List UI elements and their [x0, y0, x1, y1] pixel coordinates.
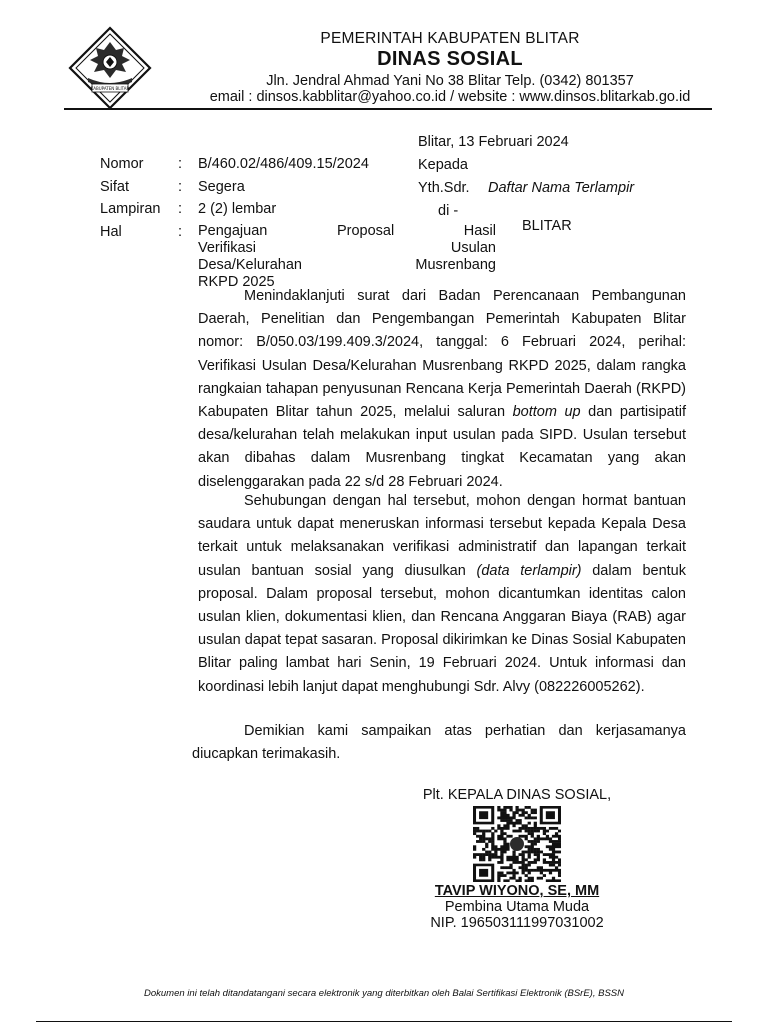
paragraph: [198, 490, 686, 699]
subject-line: Pengajuan Proposal Hasil: [198, 223, 496, 239]
letter-body: [198, 285, 686, 494]
letterhead: [160, 30, 740, 106]
meta-value: 2 (2) lembar: [198, 201, 277, 217]
qr-code: [473, 806, 561, 882]
meta-label: Hal: [100, 224, 122, 240]
regency-logo: [68, 26, 152, 110]
subject-line: RKPD 2025: [198, 274, 275, 290]
subject-line: Desa/Kelurahan Musrenbang: [198, 257, 496, 273]
meta-label: Nomor: [100, 156, 144, 172]
recipient-city: BLITAR: [522, 218, 572, 234]
recipient-yth: Yth.Sdr.: [418, 180, 470, 196]
qr-code-icon: [473, 806, 561, 882]
meta-colon: :: [178, 201, 183, 217]
letter-body-2: [198, 490, 686, 699]
paragraph: [198, 285, 686, 494]
meta-value: [198, 223, 496, 291]
e-signature-note: Dokumen ini telah ditandatangani secara elektronik yang diterbitkan oleh Balai Sertifikasi Elektronik (BSrE), BSSN: [144, 988, 624, 999]
recipient-di: di -: [438, 203, 459, 219]
regency-emblem-icon: [68, 26, 152, 110]
agency-address: Jln. Jendral Ahmad Yani No 38 Blitar Telp. (0342) 801357: [266, 72, 634, 89]
signature-title: Plt. KEPALA DINAS SOSIAL,: [422, 787, 612, 803]
text-run-italic: bottom up: [512, 404, 581, 421]
text-run: dan partisipatif desa/kelurahan telah melakukan input usulan pada SIPD. Usulan tersebut akan dibahas dalam Musrenbang tingkat Kecamatan yang akan diselenggarakan pada 22 s/d 28 Februari 2024.: [198, 404, 686, 490]
letterhead-divider: [64, 108, 712, 110]
government-name: PEMERINTAH KABUPATEN BLITAR: [320, 30, 580, 47]
signer-name: TAVIP WIYONO, SE, MM: [434, 883, 600, 899]
text-run: Sehubungan dengan hal tersebut, mohon dengan hormat bantuan saudara untuk dapat meneruskan informasi tersebut kepada Kepala Desa terkait untuk melaksanakan verifikasi administratif dan lapangan terkait usulan bantuan sosial yang diusulkan: [198, 493, 686, 579]
recipient-kepada: Kepada: [418, 157, 468, 173]
letter-date: Blitar, 13 Februari 2024: [418, 134, 569, 150]
meta-label: Sifat: [100, 179, 130, 195]
meta-value: B/460.02/486/409.15/2024: [198, 156, 369, 172]
logo-caption: KABUPATEN BLITAR: [90, 86, 130, 91]
text-run: Menindaklanjuti surat dari Badan Perencanaan Pembangunan Daerah, Penelitian dan Pengembangan Pemerintah Kabupaten Blitar nomor: B/050.03/199.409.3/2024, tanggal: 6 Februari 2024, perihal: Verifikasi Usulan Desa/Kelurahan Musrenbang RKPD 2025, dalam rangka rangkaian tahapan penyusunan Rencana Kerja Pemerintah Daerah (RKPD) Kabupaten Blitar tahun 2025, melalui saluran: [198, 288, 686, 421]
meta-colon: :: [178, 224, 183, 240]
paragraph: Demikian kami sampaikan atas perhatian dan kerjasamanya diucapkan terimakasih.: [192, 723, 686, 763]
signer-rank: Pembina Utama Muda: [444, 899, 590, 915]
agency-contact: email : dinsos.kabblitar@yahoo.co.id / website : www.dinsos.blitarkab.go.id: [209, 89, 691, 106]
meta-colon: :: [178, 179, 183, 195]
recipient-name: Daftar Nama Terlampir: [488, 180, 635, 196]
meta-colon: :: [178, 156, 183, 172]
agency-name: DINAS SOSIAL: [377, 47, 523, 70]
meta-label: Lampiran: [100, 201, 161, 217]
subject-line: Verifikasi Usulan: [198, 240, 496, 256]
footer-divider: [36, 1021, 732, 1022]
signer-nip: NIP. 196503111997031002: [430, 915, 604, 931]
text-run: dalam bentuk proposal. Dalam proposal tersebut, mohon dicantumkan identitas calon usulan klien, dokumentasi klien, dan Rencana Anggaran Biaya (RAB) agar usulan dapat tepat sasaran. Proposal dikirimkan ke Dinas Sosial Kabupaten Blitar paling lambat hari Senin, 19 Februari 2024. Untuk informasi dan koordinasi lebih lanjut dapat menghubungi Sdr. Alvy (082226005262).: [198, 562, 686, 695]
meta-value: Segera: [198, 179, 245, 195]
text-run-italic: (data terlampir): [476, 562, 582, 579]
letter-closing: [192, 720, 686, 766]
